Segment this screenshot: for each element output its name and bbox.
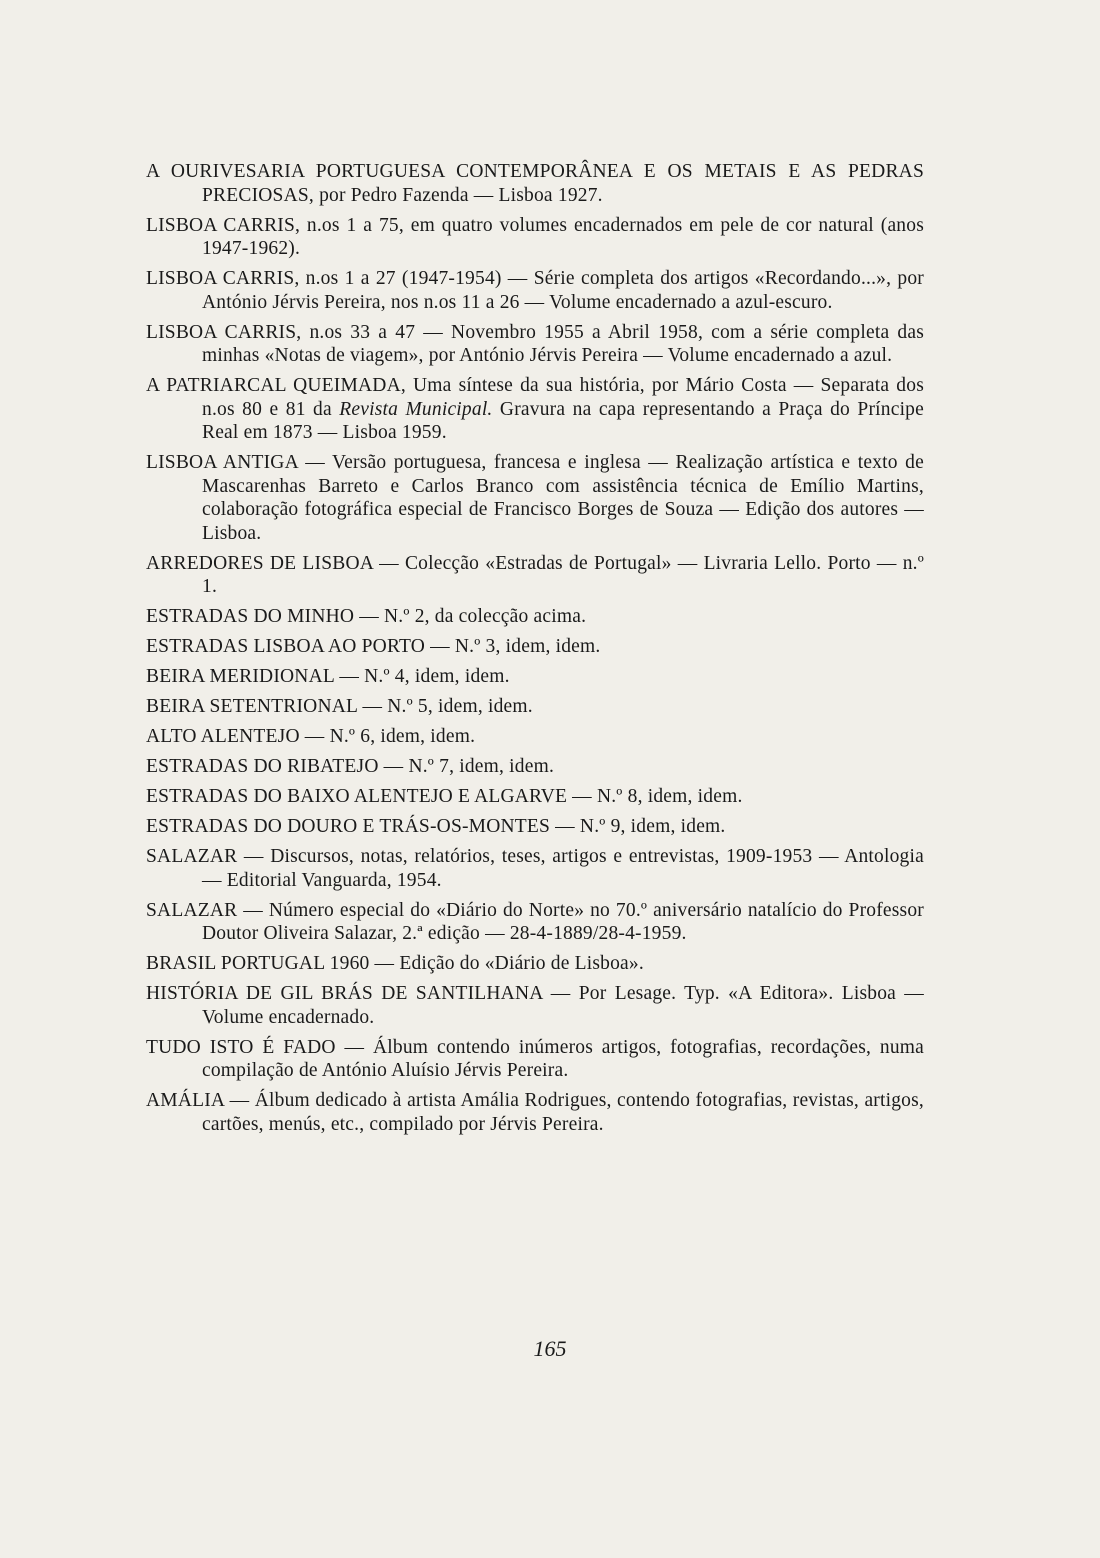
entry-estradas-douro: ESTRADAS DO DOURO E TRÁS-OS-MONTES — N.º 9, idem, idem. bbox=[146, 816, 726, 837]
entry-patriarcal-queimada bbox=[146, 374, 924, 445]
entry-part: Gravura na capa representando a Praça do Príncipe Real em 1873 — Lisboa 1959. bbox=[202, 398, 924, 443]
entry-alto-alentejo: ALTO ALENTEJO — N.º 6, idem, idem. bbox=[146, 726, 476, 747]
entry-salazar-discursos: SALAZAR — Discursos, notas, relatórios, teses, artigos e entrevistas, 1909-1953 — Antologia — Editorial Vanguarda, 1954. bbox=[146, 846, 924, 891]
entry-beira-meridional: BEIRA MERIDIONAL — N.º 4, idem, idem. bbox=[146, 666, 510, 687]
entry-arredores-lisboa: ARREDORES DE LISBOA — Colecção «Estradas de Portugal» — Livraria Lello. Porto — n.º 1. bbox=[146, 552, 924, 597]
entry-lisboa-carris-33-47: LISBOA CARRIS, n.os 33 a 47 — Novembro 1955 a Abril 1958, com a série completa das minhas «Notas de viagem», por António Jérvis Pereira — Volume encadernado a azul. bbox=[146, 321, 924, 366]
entry-gil-bras: HISTÓRIA DE GIL BRÁS DE SANTILHANA — Por Lesage. Typ. «A Editora». Lisboa — Volume encadernado. bbox=[146, 983, 924, 1028]
entry-brasil-portugal: BRASIL PORTUGAL 1960 — Edição do «Diário de Lisboa». bbox=[146, 953, 644, 974]
entry-lisboa-carris-1-75: LISBOA CARRIS, n.os 1 a 75, em quatro volumes encadernados em pele de cor natural (anos 1947-1962). bbox=[146, 214, 924, 259]
entry-part: A PATRIARCAL QUEIMADA, Uma síntese da sua história, por Mário Costa — Separata dos n.os 80 e 81 da bbox=[146, 375, 924, 420]
entry-amalia: AMÁLIA — Álbum dedicado à artista Amália Rodrigues, contendo fotografias, revistas, artigos, cartões, menús, etc., compilado por Jérvis Pereira. bbox=[146, 1090, 924, 1135]
bibliography-list bbox=[146, 160, 924, 1143]
entry-estradas-baixo-alentejo: ESTRADAS DO BAIXO ALENTEJO E ALGARVE — N.º 8, idem, idem. bbox=[146, 786, 743, 807]
entry-lisboa-antiga: LISBOA ANTIGA — Versão portuguesa, francesa e inglesa — Realização artística e texto de Mascarenhas Barreto e Carlos Branco com assistência técnica de Emílio Martins, colaboração fotográfica especial de Francisco Borges de Souza — Edição dos autores — Lisboa. bbox=[146, 452, 924, 544]
entry-salazar-diario-norte: SALAZAR — Número especial do «Diário do Norte» no 70.º aniversário natalício do Professor Doutor Oliveira Salazar, 2.ª edição — 28-4-1889/28-4-1959. bbox=[146, 899, 924, 944]
entry-lisboa-carris-1-27: LISBOA CARRIS, n.os 1 a 27 (1947-1954) — Série completa dos artigos «Recordando...», por António Jérvis Pereira, nos n.os 11 a 26 — Volume encadernado a azul-escuro. bbox=[146, 268, 924, 313]
entry-ourivesaria: A OURIVESARIA PORTUGUESA CONTEMPORÂNEA E OS METAIS E AS PEDRAS PRECIOSAS, por Pedro Fazenda — Lisboa 1927. bbox=[146, 161, 924, 206]
page-number: 165 bbox=[533, 1336, 567, 1361]
entry-estradas-ribatejo: ESTRADAS DO RIBATEJO — N.º 7, idem, idem. bbox=[146, 756, 555, 777]
entry-estradas-lisboa-porto: ESTRADAS LISBOA AO PORTO — N.º 3, idem, idem. bbox=[146, 636, 601, 657]
entry-tudo-isto-fado: TUDO ISTO É FADO — Álbum contendo inúmeros artigos, fotografias, recordações, numa compilação de António Aluísio Jérvis Pereira. bbox=[146, 1036, 924, 1081]
entry-estradas-minho: ESTRADAS DO MINHO — N.º 2, da colecção acima. bbox=[146, 606, 587, 627]
journal-title: Revista Municipal. bbox=[339, 398, 493, 420]
entry-beira-setentrional: BEIRA SETENTRIONAL — N.º 5, idem, idem. bbox=[146, 696, 533, 717]
